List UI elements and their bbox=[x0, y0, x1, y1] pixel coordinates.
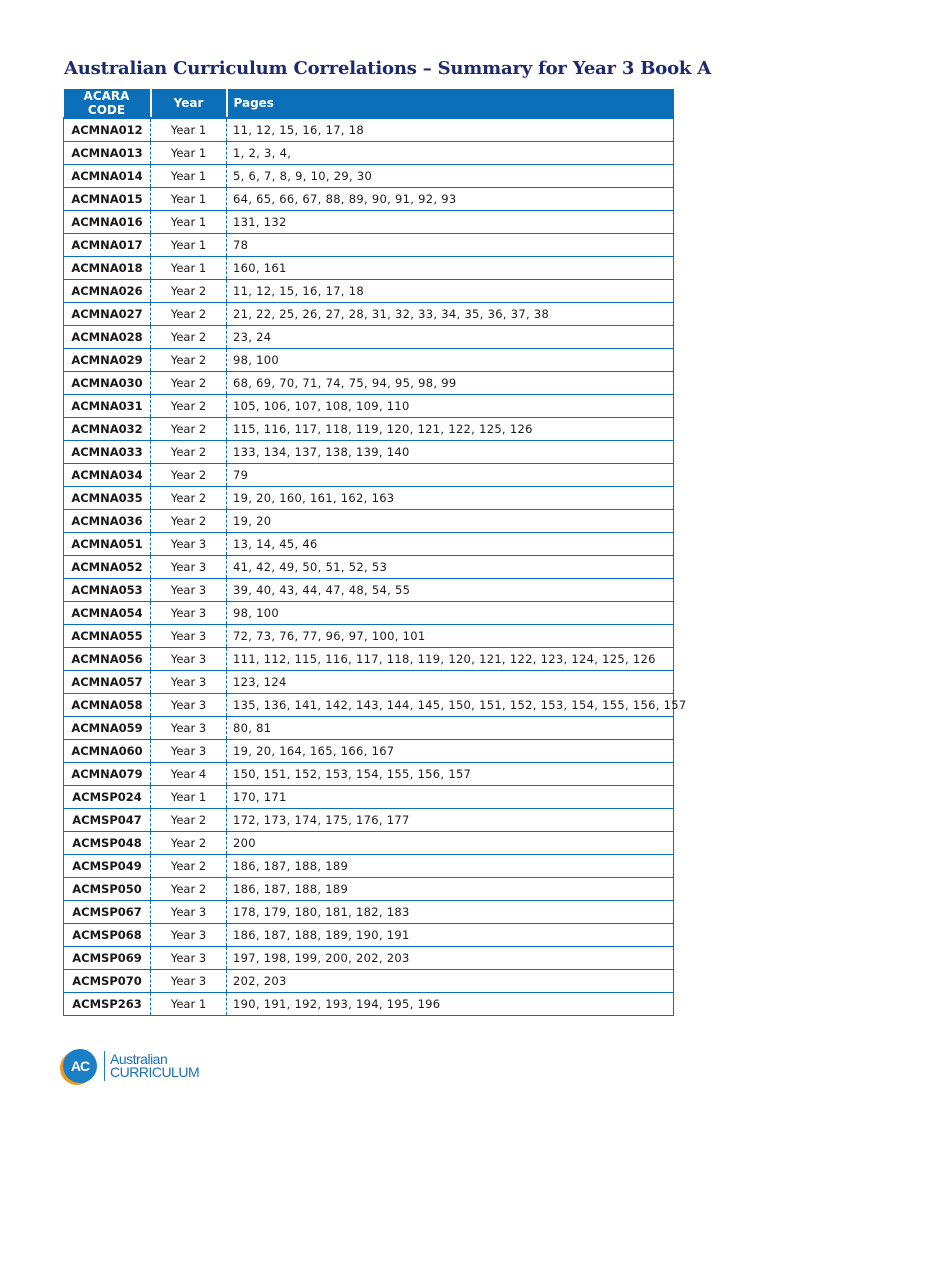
pages-cell: 41, 42, 49, 50, 51, 52, 53 bbox=[227, 556, 674, 579]
table-row bbox=[64, 142, 674, 165]
acara-code-cell: ACMNA033 bbox=[64, 441, 151, 464]
table-row bbox=[64, 717, 674, 740]
pages-cell: 68, 69, 70, 71, 74, 75, 94, 95, 98, 99 bbox=[227, 372, 674, 395]
year-cell: Year 3 bbox=[151, 901, 227, 924]
table-row bbox=[64, 487, 674, 510]
year-cell: Year 3 bbox=[151, 556, 227, 579]
table-row bbox=[64, 924, 674, 947]
pages-cell: 19, 20 bbox=[227, 510, 674, 533]
year-cell: Year 3 bbox=[151, 924, 227, 947]
pages-cell: 13, 14, 45, 46 bbox=[227, 533, 674, 556]
pages-cell: 64, 65, 66, 67, 88, 89, 90, 91, 92, 93 bbox=[227, 188, 674, 211]
table-row bbox=[64, 303, 674, 326]
year-cell: Year 2 bbox=[151, 809, 227, 832]
pages-cell: 72, 73, 76, 77, 96, 97, 100, 101 bbox=[227, 625, 674, 648]
pages-cell: 150, 151, 152, 153, 154, 155, 156, 157 bbox=[227, 763, 674, 786]
year-cell: Year 3 bbox=[151, 694, 227, 717]
year-cell: Year 1 bbox=[151, 142, 227, 165]
pages-cell: 135, 136, 141, 142, 143, 144, 145, 150, 151, 152, 153, 154, 155, 156, 157 bbox=[227, 694, 674, 717]
table-row bbox=[64, 602, 674, 625]
year-cell: Year 1 bbox=[151, 118, 227, 142]
acara-code-cell: ACMNA059 bbox=[64, 717, 151, 740]
pages-cell: 186, 187, 188, 189, 190, 191 bbox=[227, 924, 674, 947]
table-row bbox=[64, 671, 674, 694]
column-header-year: Year bbox=[151, 89, 227, 118]
table-row bbox=[64, 326, 674, 349]
pages-cell: 123, 124 bbox=[227, 671, 674, 694]
acara-code-cell: ACMNA053 bbox=[64, 579, 151, 602]
table-row bbox=[64, 188, 674, 211]
logo-divider bbox=[104, 1051, 105, 1081]
pages-cell: 111, 112, 115, 116, 117, 118, 119, 120, 121, 122, 123, 124, 125, 126 bbox=[227, 648, 674, 671]
pages-cell: 172, 173, 174, 175, 176, 177 bbox=[227, 809, 674, 832]
table-row bbox=[64, 510, 674, 533]
logo-wordmark bbox=[110, 1053, 199, 1079]
year-cell: Year 3 bbox=[151, 970, 227, 993]
table-row bbox=[64, 970, 674, 993]
table-row bbox=[64, 234, 674, 257]
acara-code-cell: ACMNA051 bbox=[64, 533, 151, 556]
year-cell: Year 1 bbox=[151, 165, 227, 188]
table-row bbox=[64, 855, 674, 878]
pages-cell: 178, 179, 180, 181, 182, 183 bbox=[227, 901, 674, 924]
acara-code-cell: ACMSP024 bbox=[64, 786, 151, 809]
year-cell: Year 3 bbox=[151, 533, 227, 556]
acara-code-cell: ACMNA034 bbox=[64, 464, 151, 487]
acara-code-cell: ACMSP068 bbox=[64, 924, 151, 947]
acara-code-cell: ACMSP049 bbox=[64, 855, 151, 878]
table-row bbox=[64, 349, 674, 372]
acara-code-cell: ACMNA014 bbox=[64, 165, 151, 188]
acara-code-cell: ACMNA079 bbox=[64, 763, 151, 786]
table-row bbox=[64, 878, 674, 901]
table-row bbox=[64, 648, 674, 671]
year-cell: Year 3 bbox=[151, 671, 227, 694]
year-cell: Year 3 bbox=[151, 579, 227, 602]
table-row bbox=[64, 832, 674, 855]
pages-cell: 98, 100 bbox=[227, 349, 674, 372]
year-cell: Year 1 bbox=[151, 234, 227, 257]
table-row bbox=[64, 993, 674, 1016]
table-row bbox=[64, 280, 674, 303]
table-row bbox=[64, 395, 674, 418]
acara-code-cell: ACMSP050 bbox=[64, 878, 151, 901]
australian-curriculum-logo bbox=[63, 1049, 199, 1083]
table-row bbox=[64, 118, 674, 142]
pages-cell: 190, 191, 192, 193, 194, 195, 196 bbox=[227, 993, 674, 1016]
acara-code-cell: ACMSP069 bbox=[64, 947, 151, 970]
acara-code-cell: ACMNA017 bbox=[64, 234, 151, 257]
pages-cell: 11, 12, 15, 16, 17, 18 bbox=[227, 118, 674, 142]
year-cell: Year 1 bbox=[151, 188, 227, 211]
year-cell: Year 3 bbox=[151, 648, 227, 671]
acara-code-cell: ACMSP047 bbox=[64, 809, 151, 832]
pages-cell: 197, 198, 199, 200, 202, 203 bbox=[227, 947, 674, 970]
acara-code-cell: ACMNA056 bbox=[64, 648, 151, 671]
year-cell: Year 2 bbox=[151, 510, 227, 533]
table-row bbox=[64, 441, 674, 464]
acara-code-cell: ACMNA028 bbox=[64, 326, 151, 349]
acara-code-cell: ACMNA036 bbox=[64, 510, 151, 533]
acara-code-cell: ACMNA016 bbox=[64, 211, 151, 234]
pages-cell: 39, 40, 43, 44, 47, 48, 54, 55 bbox=[227, 579, 674, 602]
year-cell: Year 3 bbox=[151, 717, 227, 740]
table-row bbox=[64, 556, 674, 579]
acara-code-cell: ACMSP070 bbox=[64, 970, 151, 993]
acara-code-cell: ACMNA029 bbox=[64, 349, 151, 372]
column-header-pages: Pages bbox=[227, 89, 674, 118]
pages-cell: 79 bbox=[227, 464, 674, 487]
ac-logo-icon: AC bbox=[63, 1049, 97, 1083]
acara-code-cell: ACMNA057 bbox=[64, 671, 151, 694]
table-body bbox=[64, 118, 687, 1016]
acara-code-cell: ACMNA030 bbox=[64, 372, 151, 395]
table-row bbox=[64, 533, 674, 556]
acara-code-cell: ACMNA013 bbox=[64, 142, 151, 165]
year-cell: Year 2 bbox=[151, 372, 227, 395]
year-cell: Year 4 bbox=[151, 763, 227, 786]
year-cell: Year 2 bbox=[151, 464, 227, 487]
table-row bbox=[64, 579, 674, 602]
table-row bbox=[64, 740, 674, 763]
pages-cell: 160, 161 bbox=[227, 257, 674, 280]
acara-code-cell: ACMNA055 bbox=[64, 625, 151, 648]
acara-code-cell: ACMNA015 bbox=[64, 188, 151, 211]
pages-cell: 80, 81 bbox=[227, 717, 674, 740]
acara-code-cell: ACMNA052 bbox=[64, 556, 151, 579]
acara-code-cell: ACMNA032 bbox=[64, 418, 151, 441]
acara-code-cell: ACMNA026 bbox=[64, 280, 151, 303]
pages-cell: 200 bbox=[227, 832, 674, 855]
pages-cell: 186, 187, 188, 189 bbox=[227, 855, 674, 878]
year-cell: Year 2 bbox=[151, 326, 227, 349]
table-row bbox=[64, 372, 674, 395]
pages-cell: 78 bbox=[227, 234, 674, 257]
acara-code-cell: ACMNA058 bbox=[64, 694, 151, 717]
pages-cell: 105, 106, 107, 108, 109, 110 bbox=[227, 395, 674, 418]
year-cell: Year 1 bbox=[151, 211, 227, 234]
acara-code-cell: ACMSP263 bbox=[64, 993, 151, 1016]
acara-code-cell: ACMNA027 bbox=[64, 303, 151, 326]
table-row bbox=[64, 947, 674, 970]
table-row bbox=[64, 211, 674, 234]
year-cell: Year 2 bbox=[151, 832, 227, 855]
year-cell: Year 2 bbox=[151, 878, 227, 901]
acara-code-cell: ACMNA060 bbox=[64, 740, 151, 763]
year-cell: Year 2 bbox=[151, 441, 227, 464]
table-row bbox=[64, 694, 674, 717]
table-row bbox=[64, 257, 674, 280]
acara-code-cell: ACMSP067 bbox=[64, 901, 151, 924]
year-cell: Year 2 bbox=[151, 349, 227, 372]
year-cell: Year 2 bbox=[151, 855, 227, 878]
pages-cell: 170, 171 bbox=[227, 786, 674, 809]
pages-cell: 131, 132 bbox=[227, 211, 674, 234]
acara-code-cell: ACMNA031 bbox=[64, 395, 151, 418]
year-cell: Year 2 bbox=[151, 487, 227, 510]
correlations-table bbox=[63, 89, 687, 1016]
pages-cell: 115, 116, 117, 118, 119, 120, 121, 122, 125, 126 bbox=[227, 418, 674, 441]
table-row bbox=[64, 464, 674, 487]
year-cell: Year 2 bbox=[151, 395, 227, 418]
acara-code-cell: ACMNA018 bbox=[64, 257, 151, 280]
logo-line-curriculum: CURRICULUM bbox=[110, 1064, 200, 1080]
year-cell: Year 2 bbox=[151, 280, 227, 303]
pages-cell: 11, 12, 15, 16, 17, 18 bbox=[227, 280, 674, 303]
year-cell: Year 3 bbox=[151, 947, 227, 970]
year-cell: Year 1 bbox=[151, 786, 227, 809]
acara-code-cell: ACMNA054 bbox=[64, 602, 151, 625]
year-cell: Year 1 bbox=[151, 993, 227, 1016]
acara-code-cell: ACMSP048 bbox=[64, 832, 151, 855]
table-header-row bbox=[64, 89, 674, 118]
acara-code-cell: ACMNA012 bbox=[64, 118, 151, 142]
table-row bbox=[64, 901, 674, 924]
page-title: Australian Curriculum Correlations – Summary for Year 3 Book A bbox=[64, 58, 712, 79]
acara-code-cell: ACMNA035 bbox=[64, 487, 151, 510]
table-row bbox=[64, 809, 674, 832]
pages-cell: 21, 22, 25, 26, 27, 28, 31, 32, 33, 34, 35, 36, 37, 38 bbox=[227, 303, 674, 326]
year-cell: Year 3 bbox=[151, 602, 227, 625]
year-cell: Year 3 bbox=[151, 740, 227, 763]
year-cell: Year 2 bbox=[151, 303, 227, 326]
year-cell: Year 2 bbox=[151, 418, 227, 441]
pages-cell: 1, 2, 3, 4, bbox=[227, 142, 674, 165]
table-row bbox=[64, 786, 674, 809]
pages-cell: 186, 187, 188, 189 bbox=[227, 878, 674, 901]
pages-cell: 19, 20, 164, 165, 166, 167 bbox=[227, 740, 674, 763]
table-row bbox=[64, 418, 674, 441]
pages-cell: 202, 203 bbox=[227, 970, 674, 993]
table-row bbox=[64, 763, 674, 786]
year-cell: Year 3 bbox=[151, 625, 227, 648]
pages-cell: 19, 20, 160, 161, 162, 163 bbox=[227, 487, 674, 510]
pages-cell: 5, 6, 7, 8, 9, 10, 29, 30 bbox=[227, 165, 674, 188]
year-cell: Year 1 bbox=[151, 257, 227, 280]
table-row bbox=[64, 165, 674, 188]
pages-cell: 98, 100 bbox=[227, 602, 674, 625]
table-row bbox=[64, 625, 674, 648]
column-header-acara-code: ACARA CODE bbox=[64, 89, 151, 118]
pages-cell: 133, 134, 137, 138, 139, 140 bbox=[227, 441, 674, 464]
logo-line-australian: Australian bbox=[110, 1051, 168, 1067]
pages-cell: 23, 24 bbox=[227, 326, 674, 349]
